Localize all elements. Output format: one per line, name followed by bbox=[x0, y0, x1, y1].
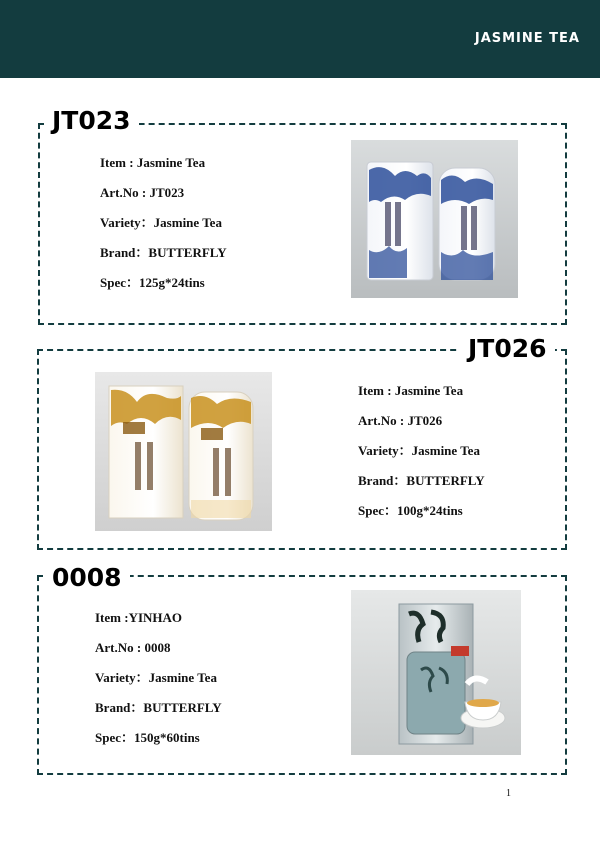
product-code: JT023 bbox=[44, 106, 139, 136]
spec-brand: Brand：BUTTERFLY bbox=[358, 473, 485, 488]
product-code: JT026 bbox=[460, 334, 555, 364]
product-photo-blue-tins bbox=[351, 140, 518, 298]
spec-spec: Spec：100g*24tins bbox=[358, 503, 463, 518]
product-photo-gold-tins bbox=[95, 372, 272, 531]
spec-brand: Brand：BUTTERFLY bbox=[100, 245, 227, 260]
spec-art-no: Art.No : 0008 bbox=[95, 640, 171, 655]
product-code: 0008 bbox=[44, 563, 130, 593]
spec-art-no: Art.No : JT026 bbox=[358, 413, 443, 428]
spec-item: Item :YINHAO bbox=[95, 610, 183, 625]
page-number: 1 bbox=[506, 788, 511, 799]
spec-item: Item : Jasmine Tea bbox=[358, 383, 464, 398]
spec-list bbox=[95, 603, 222, 753]
spec-item: Item : Jasmine Tea bbox=[100, 155, 206, 170]
spec-list bbox=[100, 148, 227, 298]
spec-brand: Brand：BUTTERFLY bbox=[95, 700, 222, 715]
spec-variety: Variety：Jasmine Tea bbox=[95, 670, 217, 685]
spec-variety: Variety：Jasmine Tea bbox=[100, 215, 222, 230]
spec-list bbox=[358, 376, 485, 526]
spec-spec: Spec：125g*24tins bbox=[100, 275, 205, 290]
spec-art-no: Art.No : JT023 bbox=[100, 185, 185, 200]
header-title: JASMINE TEA bbox=[474, 31, 580, 46]
spec-spec: Spec：150g*60tins bbox=[95, 730, 200, 745]
spec-variety: Variety：Jasmine Tea bbox=[358, 443, 480, 458]
page-header bbox=[0, 0, 600, 78]
product-photo-silver-box bbox=[351, 590, 521, 755]
